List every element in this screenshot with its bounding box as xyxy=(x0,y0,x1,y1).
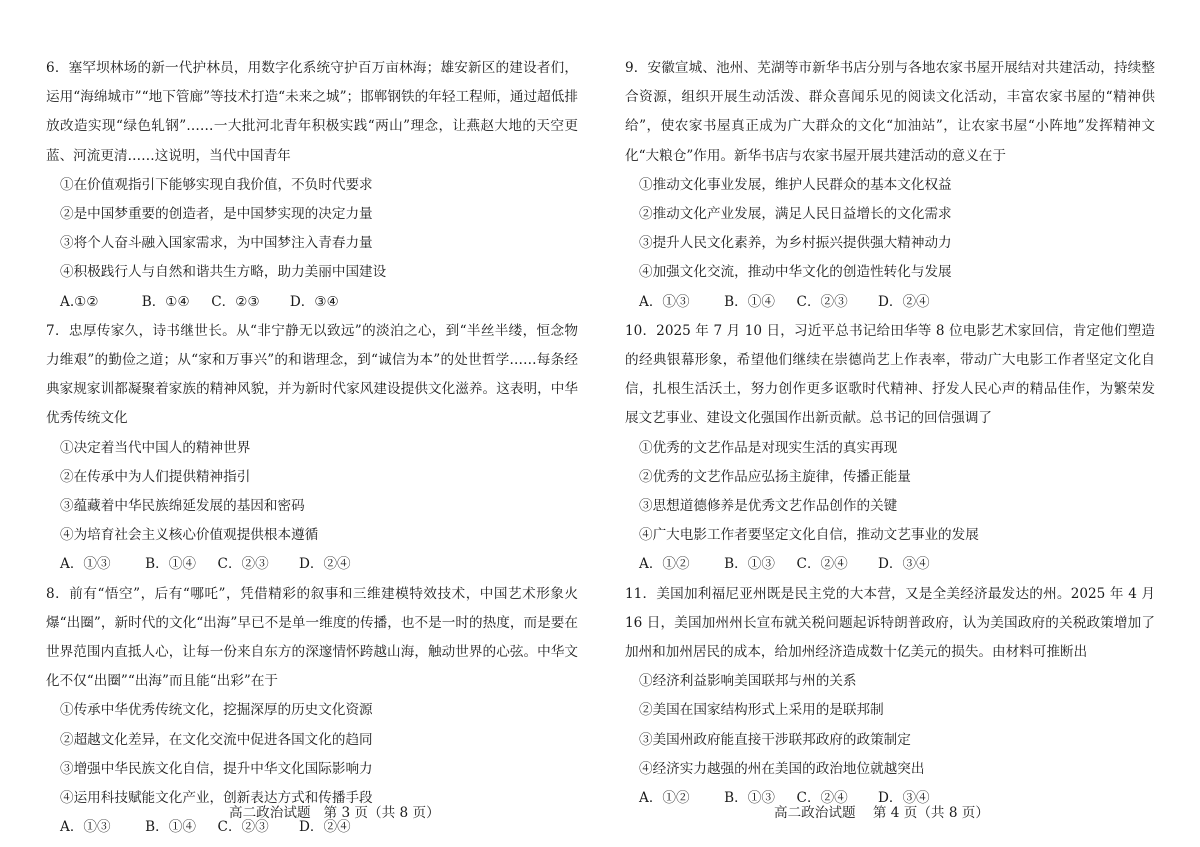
page-footer: 高二政治试题 第 4 页（共 8 页） xyxy=(774,805,989,821)
answer-choices: A．①③ B．①④ C．②③ D．②④ xyxy=(60,819,351,836)
question-10 xyxy=(625,317,1155,580)
question-9 xyxy=(625,54,1155,317)
option-2: ②在传承中为人们提供精神指引 xyxy=(60,468,251,485)
page-3-content xyxy=(46,54,578,842)
option-3: ③思想道德修养是优秀文艺作品创作的关键 xyxy=(639,498,898,515)
option-2: ②优秀的文艺作品应弘扬主旋律，传播正能量 xyxy=(639,468,911,485)
question-7 xyxy=(46,317,578,580)
option-2: ②超越文化差异，在文化交流中促进各国文化的趋同 xyxy=(60,731,373,748)
answer-choices: A.①② B．①④ C．②③ D．③④ xyxy=(60,293,339,310)
answer-choices: A．①③ B．①④ C．②③ D．②④ xyxy=(639,293,930,310)
option-1: ①推动文化事业发展，维护人民群众的基本文化权益 xyxy=(639,176,952,193)
option-3: ③提升人民文化素养，为乡村振兴提供强大精神动力 xyxy=(639,235,952,252)
question-stem: 10．2025 年 7 月 10 日，习近平总书记给田华等 8 位电影艺术家回信，肯定他们塑造的经典银幕形象，希望他们继续在崇德尚艺上作表率，带动广大电影工作者坚定文化自信，扎根生活沃土，努力创作更多讴歌时代精神、抒发人民心声的精品佳作，为繁荣发展文艺事业、建设文化强国作出新贡献。总书记的回信强调了 xyxy=(625,322,1155,427)
option-3: ③增强中华民族文化自信，提升中华文化国际影响力 xyxy=(60,760,373,777)
answer-choices: A．①② B．①③ C．②④ D．③④ xyxy=(639,790,930,807)
option-3: ③美国州政府能直接干涉联邦政府的政策制定 xyxy=(639,731,911,748)
page-4-content xyxy=(625,54,1155,813)
page-footer: 高二政治试题 第 3 页（共 8 页） xyxy=(229,805,440,821)
option-3: ③蕴藏着中华民族绵延发展的基因和密码 xyxy=(60,498,305,515)
question-11 xyxy=(625,580,1155,814)
option-2: ②是中国梦重要的创造者，是中国梦实现的决定力量 xyxy=(60,206,373,223)
option-1: ①在价值观指引下能够实现自我价值，不负时代要求 xyxy=(60,176,373,193)
option-2: ②推动文化产业发展，满足人民日益增长的文化需求 xyxy=(639,206,952,223)
answer-choices: A．①③ B．①④ C．②③ D．②④ xyxy=(60,556,351,573)
option-4: ④加强文化交流，推动中华文化的创造性转化与发展 xyxy=(639,264,952,281)
question-stem: 6．塞罕坝林场的新一代护林员，用数字化系统守护百万亩林海；雄安新区的建设者们，运用“海绵城市”“地下管廊”等技术打造“未来之城”；邯郸钢铁的年轻工程师，通过超低排放改造实现“绿色轧钢”……一大批河北青年积极实践“两山”理念，让燕赵大地的天空更蓝、河流更清……这说明，当代中国青年 xyxy=(46,60,578,164)
option-4: ④广大电影工作者要坚定文化自信，推动文艺事业的发展 xyxy=(639,527,979,544)
option-1: ①传承中华优秀传统文化，挖掘深厚的历史文化资源 xyxy=(60,702,373,719)
option-1: ①优秀的文艺作品是对现实生活的真实再现 xyxy=(639,439,898,456)
option-4: ④积极践行人与自然和谐共生方略，助力美丽中国建设 xyxy=(60,264,387,281)
question-stem: 11．美国加利福尼亚州既是民主党的大本营，又是全美经济最发达的州。2025 年 4 月 16 日，美国加州州长宣布就关税问题起诉特朗普政府，认为美国政府的关税政策增加了加州和加州居民的成本，给加州经济造成数十亿美元的损失。由材料可推断出 xyxy=(625,585,1155,661)
option-2: ②美国在国家结构形式上采用的是联邦制 xyxy=(639,702,884,719)
question-stem: 9．安徽宣城、池州、芜湖等市新华书店分别与各地农家书屋开展结对共建活动，持续整合资源，组织开展生动活泼、群众喜闻乐见的阅读文化活动，丰富农家书屋的“精神供给”，使农家书屋真正成为广大群众的文化“加油站”，让农家书屋“小阵地”发挥精神文化“大粮仓”作用。新华书店与农家书屋开展共建活动的意义在于 xyxy=(625,60,1155,164)
option-4: ④运用科技赋能文化产业，创新表达方式和传播手段 xyxy=(60,790,373,807)
question-6 xyxy=(46,54,578,317)
answer-choices: A．①② B．①③ C．②④ D．③④ xyxy=(639,556,930,573)
page-4 xyxy=(600,0,1200,847)
question-stem: 7．忠厚传家久，诗书继世长。从“非宁静无以致远”的淡泊之心，到“半丝半缕，恒念物力维艰”的勤俭之道；从“家和万事兴”的和谐理念，到“诚信为本”的处世哲学……每条经典家规家训都凝聚着家族的精神风貌，并为新时代家风建设提供文化滋养。这表明，中华优秀传统文化 xyxy=(46,322,578,427)
option-3: ③将个人奋斗融入国家需求，为中国梦注入青春力量 xyxy=(60,235,373,252)
question-stem: 8．前有“悟空”，后有“哪吒”，凭借精彩的叙事和三维建模特效技术，中国艺术形象火爆“出圈”，新时代的文化“出海”早已不是单一维度的传播，也不是一时的热度，而是要在世界范围内直抵人心，让每一份来自东方的深邃情怀跨越山海，触动世界的心弦。中华文化不仅“出圈”“出海”而且能“出彩”在于 xyxy=(46,585,578,690)
option-4: ④为培育社会主义核心价值观提供根本遵循 xyxy=(60,527,319,544)
option-4: ④经济实力越强的州在美国的政治地位就越突出 xyxy=(639,760,925,777)
option-1: ①决定着当代中国人的精神世界 xyxy=(60,439,251,456)
option-1: ①经济利益影响美国联邦与州的关系 xyxy=(639,673,857,690)
